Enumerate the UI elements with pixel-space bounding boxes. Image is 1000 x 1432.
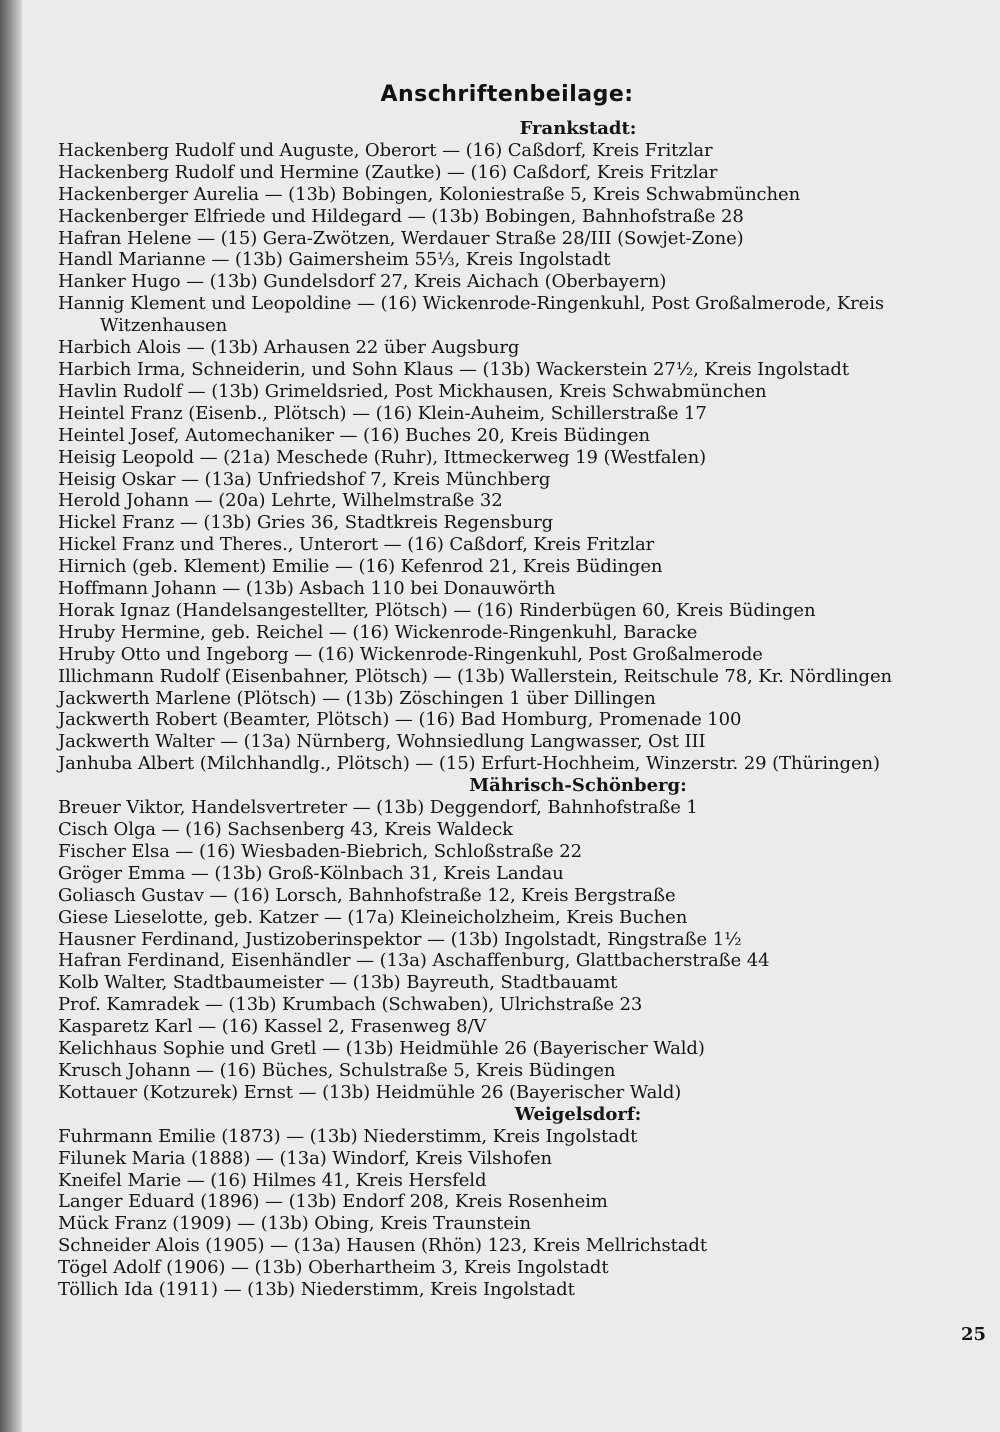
list-item: Jackwerth Marlene (Plötsch) — (13b) Zöschingen 1 über Dillingen [58,687,656,709]
page-heading: Anschriftenbeilage: [380,82,634,107]
list-item: Heintel Josef, Automechaniker — (16) Buches 20, Kreis Büdingen [58,424,651,446]
list-item: Hirnich (geb. Klement) Emilie — (16) Kefenrod 21, Kreis Büdingen [58,556,663,578]
list-item: Hickel Franz und Theres., Unterort — (16) Caßdorf, Kreis Fritzlar [58,534,655,556]
list-item: Hackenberg Rudolf und Auguste, Oberort — (16) Caßdorf, Kreis Fritzlar [58,139,713,161]
list-item: Hannig Klement und Leopoldine — (16) Wickenrode-Ringenkuhl, Post Großalmerode, Kreis [58,293,885,315]
list-item: Langer Eduard (1896) — (13b) Endorf 208, Kreis Rosenheim [58,1191,608,1213]
list-item: Jackwerth Robert (Beamter, Plötsch) — (16) Bad Homburg, Promenade 100 [58,709,742,731]
list-item: Hausner Ferdinand, Justizoberinspektor — (13b) Ingolstadt, Ringstraße 1½ [58,928,742,950]
list-item: Hackenberger Elfriede und Hildegard — (13b) Bobingen, Bahnhofstraße 28 [58,205,744,227]
list-item: Hruby Otto und Ingeborg — (16) Wickenrode-Ringenkuhl, Post Großalmerode [58,643,763,665]
list-item: Schneider Alois (1905) — (13a) Hausen (Rhön) 123, Kreis Mellrichstadt [58,1235,707,1257]
list-item: Heintel Franz (Eisenb., Plötsch) — (16) Klein-Auheim, Schillerstraße 17 [58,402,707,424]
list-item: Tögel Adolf (1906) — (13b) Oberhartheim 3, Kreis Ingolstadt [58,1257,609,1279]
page-binding-shadow [0,0,22,1432]
list-item: Heisig Oskar — (13a) Unfriedshof 7, Kreis Münchberg [58,468,551,490]
list-item: Horak Ignaz (Handelsangestellter, Plötsch) — (16) Rinderbügen 60, Kreis Büdingen [58,599,816,621]
list-item: Gröger Emma — (13b) Groß-Kölnbach 31, Kreis Landau [58,862,564,884]
section-title-weigelsdorf: Weigelsdorf: [514,1103,642,1125]
list-item: Kelichhaus Sophie und Gretl — (13b) Heidmühle 26 (Bayerischer Wald) [58,1038,705,1060]
list-item: Hafran Helene — (15) Gera-Zwötzen, Werdauer Straße 28/III (Sowjet-Zone) [58,227,744,249]
list-item: Kneifel Marie — (16) Hilmes 41, Kreis Hersfeld [58,1169,487,1191]
list-item: Havlin Rudolf — (13b) Grimeldsried, Post Mickhausen, Kreis Schwabmünchen [58,380,767,402]
section-title-maehrisch-schoenberg: Mährisch-Schönberg: [469,775,687,797]
list-item: Jackwerth Walter — (13a) Nürnberg, Wohnsiedlung Langwasser, Ost III [58,731,706,753]
list-item: Hickel Franz — (13b) Gries 36, Stadtkreis Regensburg [58,512,553,534]
list-item: Breuer Viktor, Handelsvertreter — (13b) Deggendorf, Bahnhofstraße 1 [58,797,698,819]
list-item: Krusch Johann — (16) Büches, Schulstraße 5, Kreis Büdingen [58,1059,616,1081]
list-item: Handl Marianne — (13b) Gaimersheim 55⅓, Kreis Ingolstadt [58,249,611,271]
list-item: Hruby Hermine, geb. Reichel — (16) Wickenrode-Ringenkuhl, Baracke [58,621,698,643]
list-item: Goliasch Gustav — (16) Lorsch, Bahnhofstraße 12, Kreis Bergstraße [58,884,676,906]
list-item: Filunek Maria (1888) — (13a) Windorf, Kreis Vilshofen [58,1147,552,1169]
list-item: Janhuba Albert (Milchhandlg., Plötsch) — (15) Erfurt-Hochheim, Winzerstr. 29 (Thüringen) [58,753,880,775]
list-item: Prof. Kamradek — (13b) Krumbach (Schwaben), Ulrichstraße 23 [58,994,643,1016]
list-item: Hanker Hugo — (13b) Gundelsdorf 27, Kreis Aichach (Oberbayern) [58,271,667,293]
list-item: Harbich Irma, Schneiderin, und Sohn Klaus — (13b) Wackerstein 27½, Kreis Ingolstadt [58,358,849,380]
list-item: Hafran Ferdinand, Eisenhändler — (13a) Aschaffenburg, Glattbacherstraße 44 [58,950,770,972]
page-number: 25 [960,1324,986,1345]
list-item: Hackenberg Rudolf und Hermine (Zautke) — (16) Caßdorf, Kreis Fritzlar [58,161,718,183]
list-item: Mück Franz (1909) — (13b) Obing, Kreis Traunstein [58,1213,531,1235]
list-item: Heisig Leopold — (21a) Meschede (Ruhr), Ittmeckerweg 19 (Westfalen) [58,446,707,468]
list-item: Fischer Elsa — (16) Wiesbaden-Biebrich, Schloßstraße 22 [58,840,582,862]
address-list [58,118,978,1301]
list-item: Kasparetz Karl — (16) Kassel 2, Frasenweg 8/V [58,1016,487,1038]
list-item: Kolb Walter, Stadtbaumeister — (13b) Bayreuth, Stadtbauamt [58,972,618,994]
list-item: Cisch Olga — (16) Sachsenberg 43, Kreis Waldeck [58,819,513,840]
section-title-frankstadt: Frankstadt: [519,118,637,139]
list-item: Hoffmann Johann — (13b) Asbach 110 bei Donauwörth [58,578,556,600]
list-item: Töllich Ida (1911) — (13b) Niederstimm, Kreis Ingolstadt [58,1279,575,1301]
list-item-continuation: Witzenhausen [100,315,228,337]
list-item: Herold Johann — (20a) Lehrte, Wilhelmstraße 32 [58,490,503,512]
list-item: Kottauer (Kotzurek) Ernst — (13b) Heidmühle 26 (Bayerischer Wald) [58,1081,682,1103]
list-item: Giese Lieselotte, geb. Katzer — (17a) Kleineicholzheim, Kreis Buchen [58,906,688,928]
list-item: Harbich Alois — (13b) Arhausen 22 über Augsburg [58,337,520,359]
list-item: Fuhrmann Emilie (1873) — (13b) Niederstimm, Kreis Ingolstadt [58,1125,638,1147]
list-item: Illichmann Rudolf (Eisenbahner, Plötsch) — (13b) Wallerstein, Reitschule 78, Kr. Nördlingen [58,665,893,687]
list-item: Hackenberger Aurelia — (13b) Bobingen, Koloniestraße 5, Kreis Schwabmünchen [58,183,801,205]
